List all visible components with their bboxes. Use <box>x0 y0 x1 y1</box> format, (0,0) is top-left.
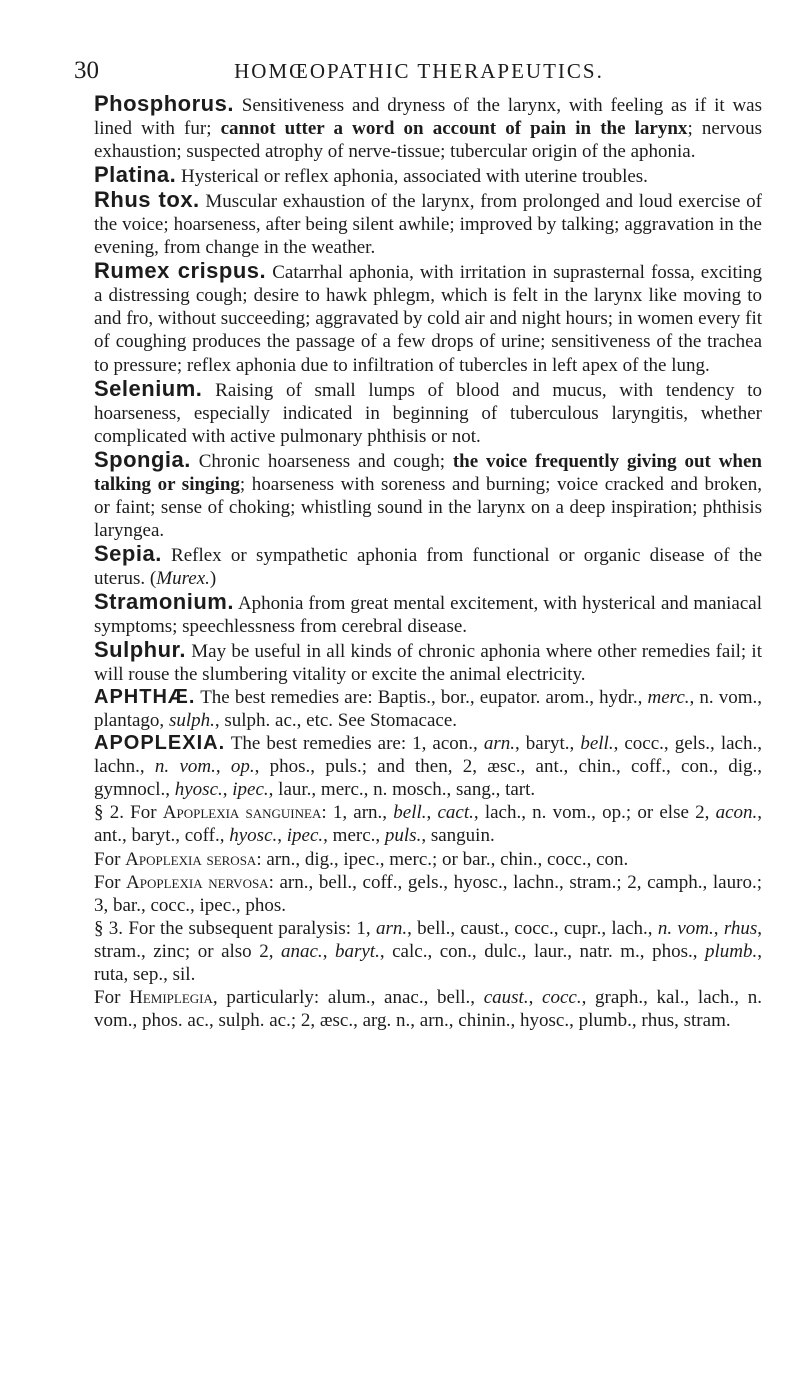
entry-paragraph <box>94 542 762 590</box>
entry-paragraph <box>94 638 762 686</box>
text-run: § 3. For the subsequent paralysis: 1, <box>94 917 376 939</box>
entry-paragraph <box>94 92 762 163</box>
page-number: 30 <box>74 57 99 84</box>
text-run: , bell., caust., cocc., cupr., lach., <box>407 917 658 939</box>
emphasized-text: cannot utter a word on account of pain in the larynx <box>220 118 688 140</box>
italic-remedy: caust. <box>483 986 529 1008</box>
text-run: , graph., kal., lach., n. vom., phos. ac., sulph. ac.; 2, æsc., arg. n., arn., chinin., hyosc., plumb., rhus, stram. <box>94 986 762 1031</box>
text-run: Chronic hoarseness and cough; <box>190 450 453 472</box>
text-run: , merc., <box>323 825 385 847</box>
remedy-heading: Sulphur. <box>94 637 186 663</box>
text-run: , ant., baryt., coff., <box>94 802 762 847</box>
italic-remedy: bell. <box>580 733 614 755</box>
italic-remedy: hyosc. <box>174 779 223 801</box>
text-run: , n. vom., plantago, <box>94 687 763 732</box>
text-run: § 2. For <box>94 802 163 824</box>
text-run: , <box>322 940 335 962</box>
text-run: For <box>94 986 130 1008</box>
italic-remedy: arn. <box>483 733 515 755</box>
entry-paragraph <box>94 163 762 188</box>
italic-remedy: arn. <box>375 917 408 939</box>
italic-remedy: merc. <box>647 687 690 709</box>
text-run: , lach., n. vom., op.; or else 2, <box>473 802 716 824</box>
entry-paragraph <box>94 917 762 986</box>
text-run: , stram., zinc; or also 2, <box>94 917 763 962</box>
italic-remedy: rhus <box>723 917 758 939</box>
running-head <box>74 54 764 88</box>
entry-paragraph <box>94 448 762 542</box>
remedy-heading: Rhus tox. <box>94 187 200 213</box>
text-run: Reflex or sympathetic aphonia from functional or organic disease of the uterus. ( <box>94 544 762 589</box>
remedy-heading: Spongia. <box>94 446 191 472</box>
text-run: , phos., puls.; and then, 2, æsc., ant., chin., coff., con., dig., gymnocl., <box>94 756 763 801</box>
italic-remedy: n. vom. <box>154 756 216 778</box>
text-run: Raising of small lumps of blood and mucus, with tendency to hoarseness, especially indicated in beginning of tuberculous laryngitis, whether complicated with active pulmonary phthisis or not. <box>94 379 762 447</box>
text-run: , calc., con., dulc., laur., natr. m., phos., <box>379 940 705 962</box>
text-run: For <box>94 848 126 870</box>
text-run: ; hoarseness with soreness and burning; voice cracked and broken, or faint; sense of choking; whistling sound in the larynx on a deep inspiration; phthisis laryngea. <box>94 473 762 541</box>
italic-remedy: sulph. <box>168 710 215 732</box>
italic-remedy: cact. <box>437 802 474 824</box>
entry-paragraph <box>94 732 762 801</box>
small-caps-term: Hemiplegia <box>129 986 213 1008</box>
italic-remedy: ipec. <box>232 779 269 801</box>
entry-paragraph <box>94 686 762 732</box>
remedy-heading: Sepia. <box>94 540 162 566</box>
body-text <box>94 92 762 1032</box>
italic-remedy: ipec. <box>286 825 324 847</box>
remedy-heading: Stramonium. <box>94 588 234 614</box>
text-run: , sanguin. <box>421 825 495 847</box>
entry-paragraph <box>94 590 762 638</box>
entry-paragraph <box>94 188 762 259</box>
text-run: Sensitiveness and dryness of the larynx, with feeling as if it was lined with fur; <box>94 95 762 140</box>
text-run: : arn., dig., ipec., merc.; or bar., chin., cocc., con. <box>256 848 629 870</box>
text-run: ) <box>209 567 217 589</box>
text-run: The best remedies are: Baptis., bor., eupator. arom., hydr., <box>195 687 648 709</box>
remedy-heading: Rumex crispus. <box>94 258 267 284</box>
entry-paragraph <box>94 801 762 847</box>
italic-remedy: puls. <box>384 825 422 847</box>
text-run: May be useful in all kinds of chronic aphonia where other remedies fail; it will rouse the slumbering vitality or excite the animal electricity. <box>94 641 762 686</box>
text-run: , <box>222 779 233 801</box>
italic-remedy: bell. <box>393 802 427 824</box>
text-run: , <box>713 917 724 939</box>
entry-paragraph <box>94 986 762 1032</box>
remedy-heading: Selenium. <box>94 375 203 401</box>
text-run: , <box>528 986 543 1008</box>
text-run: , sulph. ac., etc. See Stomacace. <box>214 710 458 732</box>
italic-remedy: acon. <box>715 802 758 824</box>
text-run: , baryt., <box>514 733 581 755</box>
entry-paragraph <box>94 259 762 376</box>
text-run: Hysterical or reflex aphonia, associated with uterine troubles. <box>176 166 648 188</box>
text-run: Aphonia from great mental excitement, with hysterical and maniacal symptoms; speechlessness from cerebral disease. <box>94 592 762 638</box>
italic-remedy: baryt. <box>334 940 380 962</box>
text-run: , laur., merc., n. mosch., sang., tart. <box>268 779 536 801</box>
text-run: ; nervous exhaustion; suspected atrophy of nerve-tissue; tubercular origin of the aphonia. <box>94 118 763 163</box>
italic-remedy: plumb. <box>705 940 758 962</box>
italic-remedy: anac. <box>281 940 323 962</box>
section-heading: APHTHÆ. <box>94 686 196 709</box>
remedy-heading: Phosphorus. <box>94 91 234 116</box>
small-caps-term: Apoplexia sanguinea <box>162 802 322 824</box>
text-run: For <box>94 871 127 893</box>
entry-paragraph <box>94 871 762 917</box>
text-run: , cocc., gels., lach., lachn., <box>94 733 762 778</box>
small-caps-term: Apoplexia serosa <box>125 848 257 870</box>
italic-remedy: n. vom. <box>657 917 714 939</box>
remedy-heading: Platina. <box>94 162 177 188</box>
text-run: , <box>277 825 287 847</box>
italic-remedy: op. <box>230 756 255 778</box>
text-run: Muscular exhaustion of the larynx, from prolonged and loud exercise of the voice; hoarseness, after being silent awhile; improved by talking; aggravation in the evening, from change in the weather. <box>94 191 762 259</box>
entry-paragraph <box>94 848 762 871</box>
text-run: , ruta, sep., sil. <box>94 940 762 985</box>
text-run: , particularly: alum., anac., bell., <box>212 986 484 1008</box>
section-heading: APOPLEXIA. <box>94 732 226 755</box>
text-run: Catarrhal aphonia, with irritation in suprasternal fossa, exciting a distressing cough; desire to hawk phlegm, which is felt in the larynx like moving to and fro, without succeeding; aggravated by cold air and night hours; in women every fit of coughing produces the passage of a few drops of urine; sensitiveness of the trachea to pressure; reflex aphonia due to infiltration of tubercles in left apex of the lung. <box>94 262 763 376</box>
running-title: HOMŒOPATHIC THERAPEUTICS. <box>234 59 604 83</box>
italic-remedy: hyosc. <box>229 825 278 847</box>
italic-remedy: Murex. <box>156 567 210 589</box>
entry-paragraph <box>94 377 762 448</box>
small-caps-term: Apoplexia nervosa <box>126 871 269 893</box>
text-run: : arn., bell., coff., gels., hyosc., lachn., stram.; 2, camph., lauro.; 3, bar., cocc., ipec., phos. <box>94 871 762 916</box>
text-run: , <box>426 802 438 824</box>
text-run: , <box>215 756 231 778</box>
italic-remedy: cocc. <box>542 986 582 1008</box>
text-run: The best remedies are: 1, acon., <box>225 733 484 755</box>
emphasized-text: the voice frequently giving out when talking or singing <box>94 450 762 495</box>
text-run: : 1, arn., <box>321 802 394 824</box>
